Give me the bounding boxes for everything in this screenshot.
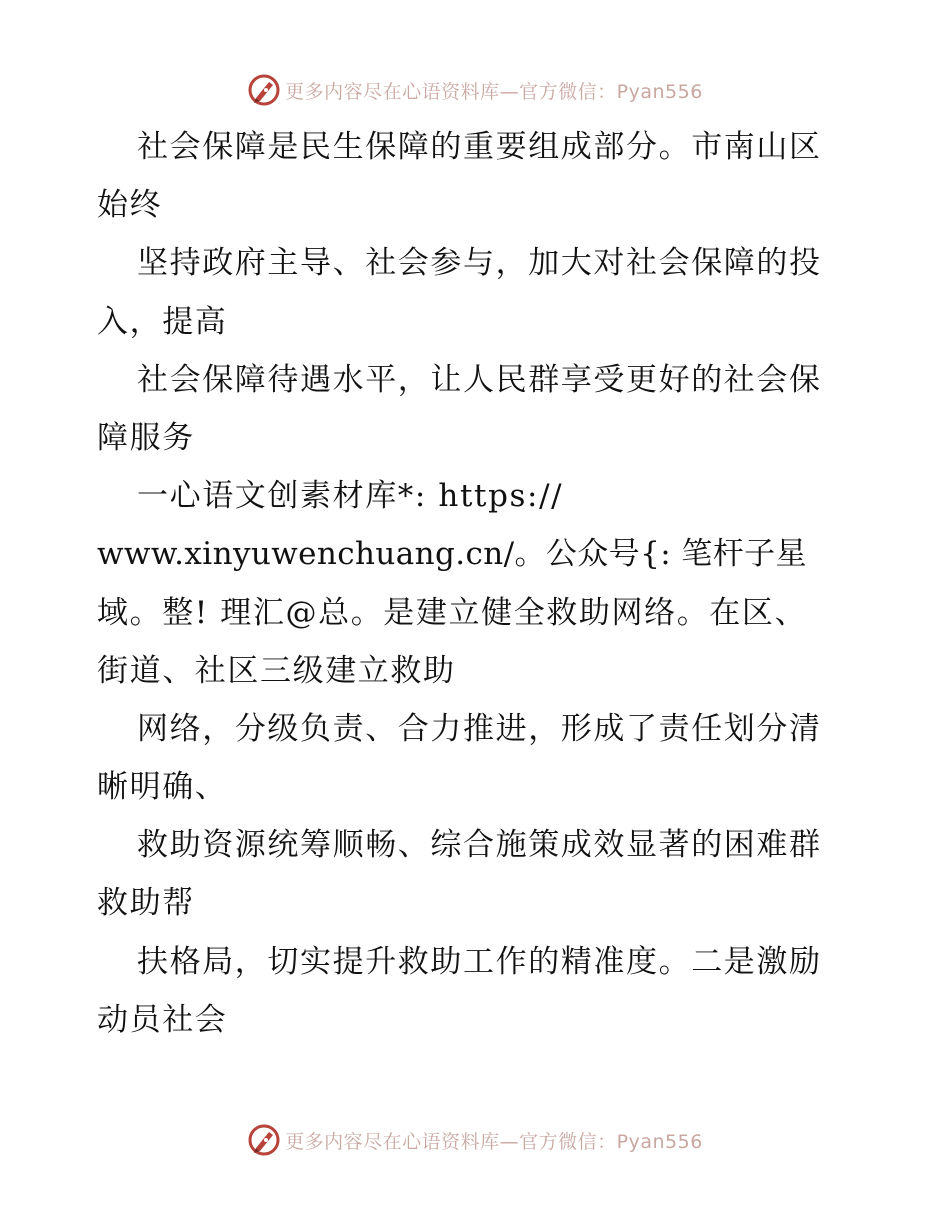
text-line: 一心语文创素材库*: https://: [137, 478, 564, 515]
pen-logo-icon: [247, 73, 281, 107]
header-watermark: [0, 70, 950, 110]
text-line: 障服务: [97, 419, 195, 456]
text-line: 网络，分级负责、合力推进，形成了责任划分清: [137, 710, 822, 747]
footer-watermark: [0, 1120, 950, 1160]
text-line: 坚持政府主导、社会参与，加大对社会保障的投: [137, 245, 822, 282]
pen-logo-icon: [247, 1123, 281, 1157]
document-body: [97, 118, 857, 1049]
text-line: 域。整! 理汇@总。是建立健全救助网络。在区、: [97, 594, 808, 631]
text-line: 扶格局，切实提升救助工作的精准度。二是激励: [137, 943, 822, 980]
text-line: 入，提高: [97, 303, 228, 340]
text-line: 动员社会: [97, 1001, 228, 1038]
text-line: 社会保障待遇水平，让人民群享受更好的社会保: [137, 361, 822, 398]
text-line: www.xinyuwenchuang.cn/。公众号{: 笔杆子星: [97, 536, 807, 573]
text-line: 街道、社区三级建立救助: [97, 652, 456, 689]
watermark-text: 更多内容尽在心语资料库—官方微信：Pyan556: [285, 80, 703, 103]
text-line: 社会保障是民生保障的重要组成部分。市南山区: [137, 129, 822, 165]
text-line: 晰明确、: [97, 769, 228, 806]
text-line: 救助资源统筹顺畅、综合施策成效显著的困难群: [137, 827, 822, 864]
watermark-text: 更多内容尽在心语资料库—官方微信：Pyan556: [285, 1130, 703, 1153]
text-line: 始终: [97, 187, 163, 224]
text-line: 救助帮: [97, 885, 195, 922]
